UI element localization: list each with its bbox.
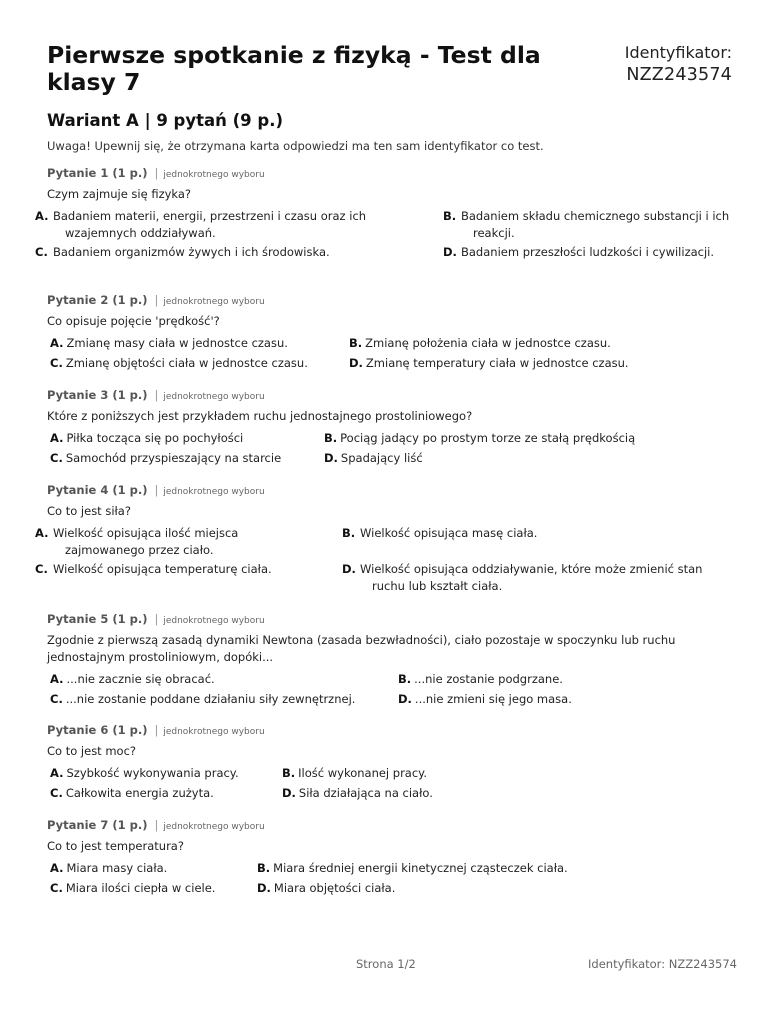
question-type: jednokrotnego wyboru — [163, 822, 265, 832]
question-text: Co to jest moc? — [47, 744, 137, 758]
test-header — [47, 40, 732, 102]
answer-a[interactable]: A. Badaniem materii, energii, przestrzeni i czasu oraz ich wzajemnych oddziaływań. — [35, 209, 367, 240]
page-number: Strona 1/2 — [356, 957, 416, 971]
question-4 — [35, 482, 727, 595]
answer-a[interactable]: A. Wielkość opisująca ilość miejsca zajmowanego przez ciało. — [35, 526, 239, 557]
answer-b[interactable]: B. Badaniem składu chemicznego substancji i ich reakcji. — [443, 209, 730, 240]
separator: | — [154, 166, 159, 180]
answer-a[interactable]: A. Szybkość wykonywania pracy. — [50, 766, 239, 780]
footer-identifier: Identyfikator: NZZ243574 — [588, 957, 737, 971]
answer-b[interactable]: B. ...nie zostanie podgrzane. — [398, 672, 563, 686]
answer-list — [47, 335, 727, 375]
question-7 — [47, 817, 727, 900]
question-type: jednokrotnego wyboru — [163, 727, 265, 737]
question-6 — [47, 722, 727, 805]
answer-list — [35, 208, 730, 278]
test-page — [35, 40, 732, 895]
answer-b[interactable]: B. Pociąg jadący po prostym torze ze stałą prędkością — [324, 431, 636, 445]
question-type: jednokrotnego wyboru — [163, 616, 265, 626]
answer-a[interactable]: A. Zmianę masy ciała w jednostce czasu. — [50, 336, 288, 350]
answer-c[interactable]: C. Całkowita energia zużyta. — [50, 786, 214, 800]
separator: | — [154, 723, 159, 737]
answer-list — [47, 430, 727, 470]
answer-b[interactable]: B. Wielkość opisująca masę ciała. — [342, 526, 538, 540]
separator: | — [154, 483, 159, 497]
answer-list — [47, 671, 727, 711]
variant-heading: Wariant A | 9 pytań (9 p.) — [47, 111, 284, 130]
answer-d[interactable]: D. Zmianę temperatury ciała w jednostce czasu. — [349, 356, 629, 370]
question-type: jednokrotnego wyboru — [163, 170, 265, 180]
test-title: Pierwsze spotkanie z fizyką - Test dla klasy 7 — [47, 41, 541, 96]
question-text: Co to jest siła? — [47, 504, 131, 518]
answer-a[interactable]: A. ...nie zacznie się obracać. — [50, 672, 215, 686]
answer-d[interactable]: D. Wielkość opisująca oddziaływanie, które może zmienić stan ruchu lub kształt ciała. — [342, 562, 703, 593]
answer-b[interactable]: B. Ilość wykonanej pracy. — [282, 766, 427, 780]
question-number: Pytanie 1 (1 p.) — [47, 166, 148, 180]
answer-d[interactable]: D. ...nie zmieni się jego masa. — [398, 692, 572, 706]
answer-list — [35, 525, 727, 595]
answer-d[interactable]: D. Siła działająca na ciało. — [282, 786, 433, 800]
answer-a[interactable]: A. Piłka tocząca się po pochyłości — [50, 431, 244, 445]
answer-list — [47, 860, 727, 900]
answer-c[interactable]: C. Wielkość opisująca temperaturę ciała. — [35, 562, 272, 576]
answer-list — [47, 765, 727, 805]
question-text: Które z poniższych jest przykładem ruchu jednostajnego prostoliniowego? — [47, 409, 473, 423]
question-number: Pytanie 4 (1 p.) — [47, 483, 148, 497]
warning-note: Uwaga! Upewnij się, że otrzymana karta odpowiedzi ma ten sam identyfikator co test. — [47, 139, 544, 153]
separator: | — [154, 818, 159, 832]
separator: | — [154, 612, 159, 626]
question-5 — [47, 611, 727, 711]
question-number: Pytanie 7 (1 p.) — [47, 818, 148, 832]
question-number: Pytanie 2 (1 p.) — [47, 293, 148, 307]
question-2 — [47, 292, 727, 375]
question-text: Czym zajmuje się fizyka? — [47, 187, 192, 201]
answer-c[interactable]: C. Miara ilości ciepła w ciele. — [50, 881, 216, 895]
question-type: jednokrotnego wyboru — [163, 392, 265, 402]
separator: | — [154, 388, 159, 402]
answer-c[interactable]: C. Zmianę objętości ciała w jednostce czasu. — [50, 356, 308, 370]
answer-b[interactable]: B. Miara średniej energii kinetycznej cząsteczek ciała. — [257, 861, 568, 875]
question-3 — [47, 387, 727, 470]
separator: | — [154, 293, 159, 307]
question-1 — [35, 165, 730, 278]
answer-d[interactable]: D. Badaniem przeszłości ludzkości i cywilizacji. — [443, 245, 715, 259]
identifier-label: Identyfikator: — [624, 43, 732, 62]
answer-a[interactable]: A. Miara masy ciała. — [50, 861, 168, 875]
answer-d[interactable]: D. Spadający liść — [324, 451, 423, 465]
question-type: jednokrotnego wyboru — [163, 487, 265, 497]
question-type: jednokrotnego wyboru — [163, 297, 265, 307]
answer-c[interactable]: C. ...nie zostanie poddane działaniu siły zewnętrznej. — [50, 692, 356, 706]
answer-d[interactable]: D. Miara objętości ciała. — [257, 881, 396, 895]
question-number: Pytanie 3 (1 p.) — [47, 388, 148, 402]
question-number: Pytanie 5 (1 p.) — [47, 612, 148, 626]
answer-c[interactable]: C. Badaniem organizmów żywych i ich środowiska. — [35, 245, 330, 259]
question-text: Co to jest temperatura? — [47, 839, 184, 853]
identifier-value: NZZ243574 — [626, 65, 732, 85]
identifier-block — [625, 43, 732, 87]
question-text: Zgodnie z pierwszą zasadą dynamiki Newtona (zasada bezwładności), ciało pozostaje w spoczynku lub ruchu jednostajnym prostoliniowym, dopóki... — [47, 633, 676, 664]
answer-b[interactable]: B. Zmianę położenia ciała w jednostce czasu. — [349, 336, 611, 350]
question-text: Co opisuje pojęcie 'prędkość'? — [47, 314, 220, 328]
answer-c[interactable]: C. Samochód przyspieszający na starcie — [50, 451, 282, 465]
question-number: Pytanie 6 (1 p.) — [47, 723, 148, 737]
